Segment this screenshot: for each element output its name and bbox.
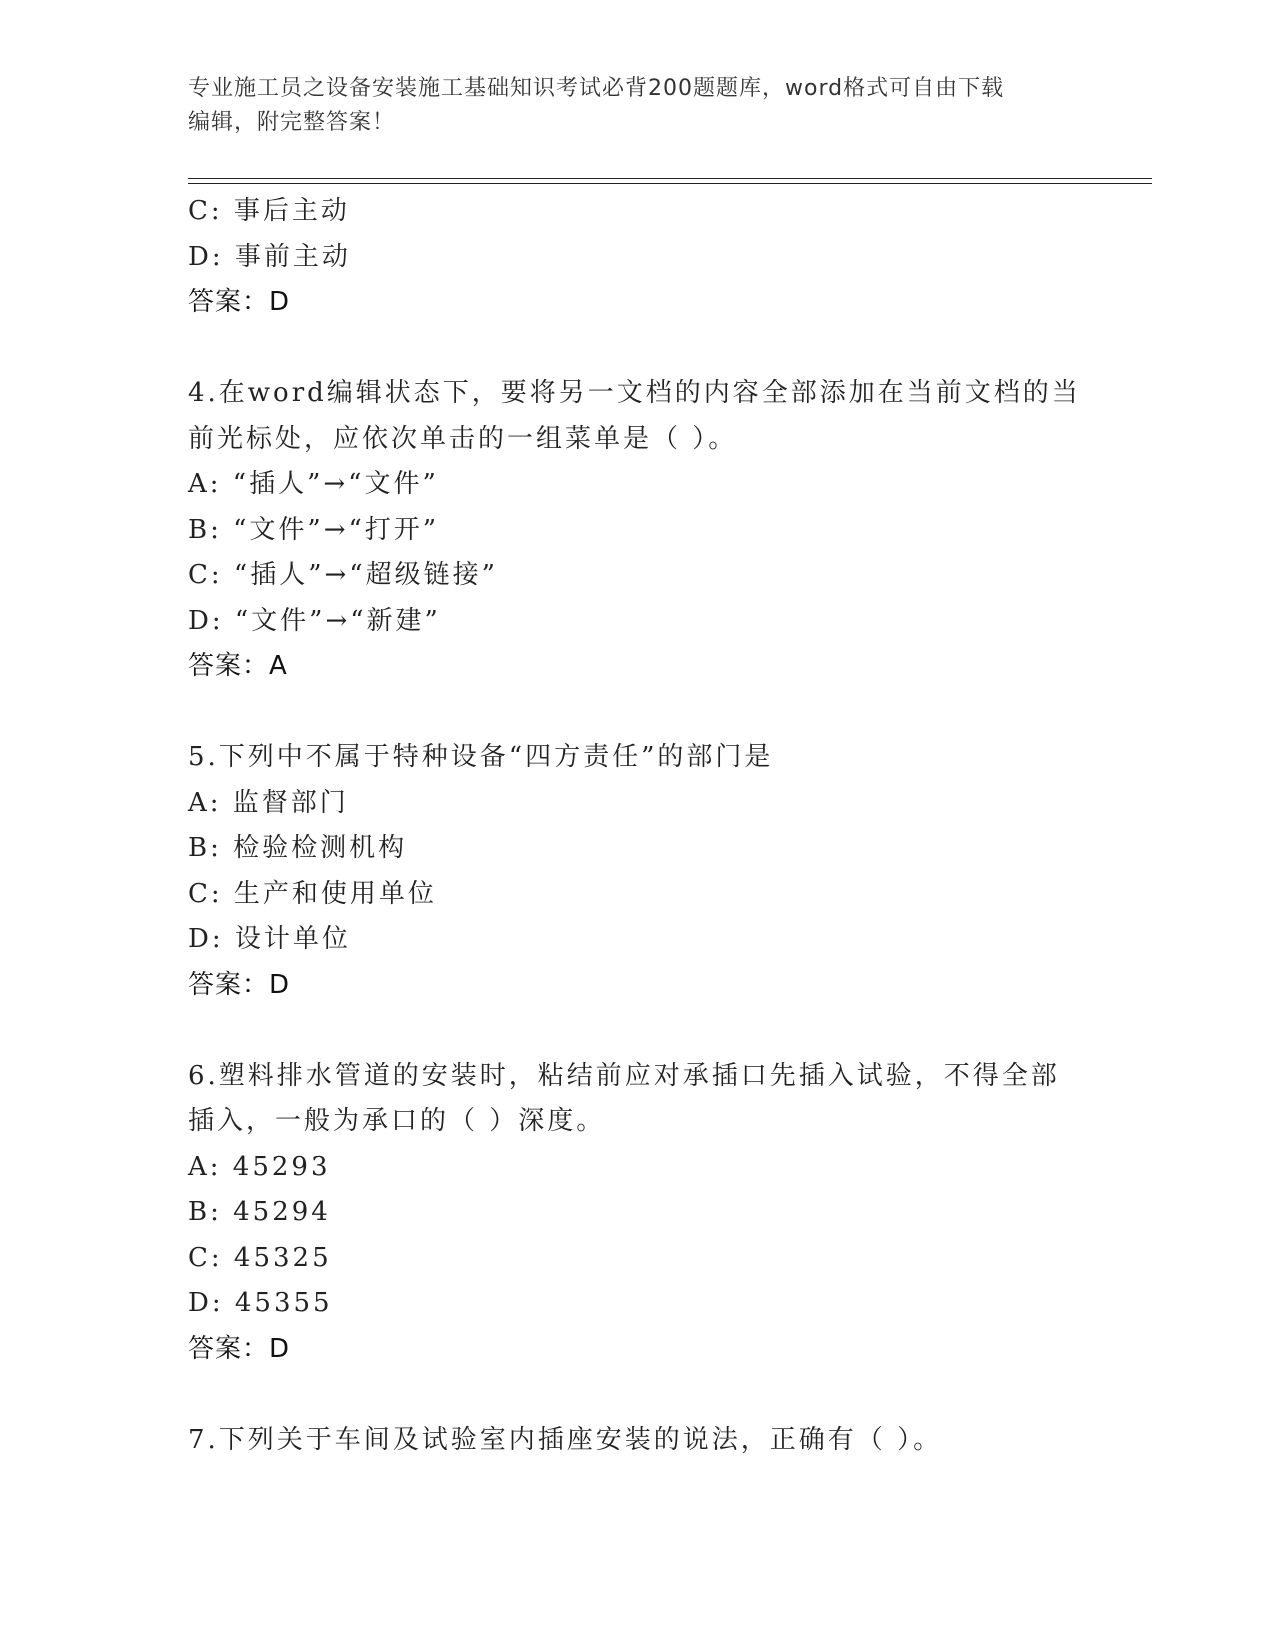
option-a: A: 45293 [188,1151,331,1182]
spacer [188,1372,1088,1418]
spacer [188,1008,1088,1054]
header-title-line-2: 编辑，附完整答案！ [188,110,396,135]
option-c: C: 生产和使用单位 [188,878,437,909]
option-a: A: 监督部门 [188,787,349,818]
option-d: D: 45355 [188,1288,333,1318]
answer-line: 答案：D [188,287,291,317]
option-d: D: 设计单位 [188,924,351,954]
option-a: A: “插人”→“文件” [188,469,439,499]
question-stem-line: 6.塑料排水管道的安装时，粘结前应对承插口先插入试验，不得全部 [188,1060,1060,1091]
option-c: C: 事后主动 [188,196,350,226]
answer-line: 答案：D [188,969,291,1000]
answer-line: 答案：D [188,1333,291,1364]
option-c: C: “插人”→“超级链接” [188,560,498,590]
question-stem-line: 4.在word编辑状态下，要将另一文档的内容全部添加在当前文档的当 [188,378,1081,408]
option-b: B: “文件”→“打开” [188,514,440,545]
option-d: D: “文件”→“新建” [188,605,441,636]
question-7 [188,1418,1088,1464]
spacer [188,690,1088,736]
option-c: C: 45325 [188,1242,332,1273]
option-b: B: 45294 [188,1197,331,1227]
question-4 [188,371,1088,690]
question-5 [188,735,1088,1008]
document-body [188,189,1088,1463]
question-stem-line: 5.下列中不属于特种设备“四方责任”的部门是 [188,742,774,772]
question-3-continued [188,189,1088,326]
header-title-line-1: 专业施工员之设备安装施工基础知识考试必背200题题库，word格式可自由下载 [188,76,1005,101]
spacer [188,326,1088,372]
question-stem-line: 前光标处，应依次单击的一组菜单是（ ）。 [188,423,738,454]
header-divider-top [188,178,1152,179]
question-stem-line: 插入，一般为承口的（ ）深度。 [188,1106,606,1136]
answer-line: 答案：A [188,651,288,681]
document-header [188,72,1088,140]
option-b: B: 检验检测机构 [188,833,408,863]
option-d: D: 事前主动 [188,241,351,272]
question-stem-line: 7.下列关于车间及试验室内插座安装的说法，正确有（ ）。 [188,1424,943,1455]
question-6 [188,1054,1088,1373]
header-divider-bottom [188,183,1152,184]
